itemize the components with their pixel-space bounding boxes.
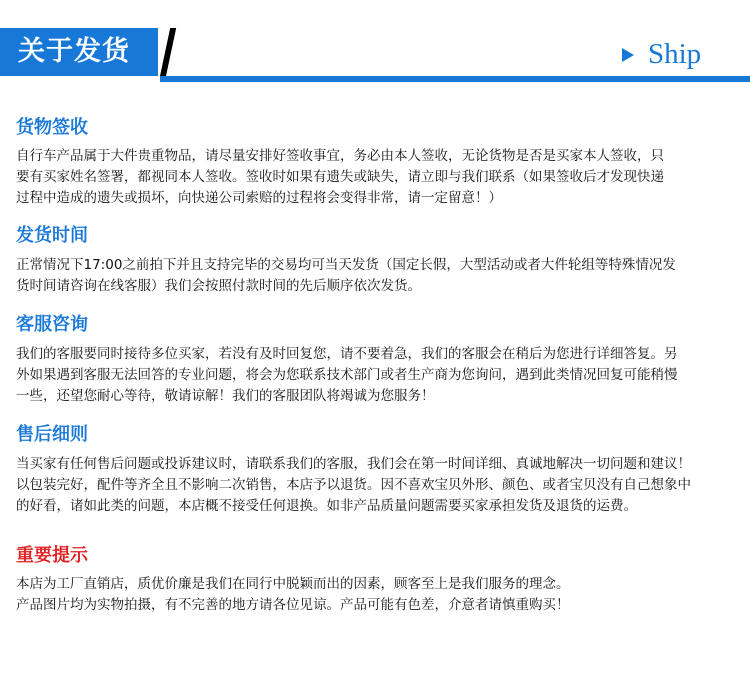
paragraph-line: 要有买家姓名签署，都视同本人签收。签收时如果有遗失或缺失，请立即与我们联系（如果签收后才发现快递	[16, 169, 664, 185]
paragraph-line: 货时间请咨询在线客服）我们会按照付款时间的先后顺序依次发货。	[16, 278, 421, 294]
section-heading-receipt: 货物签收	[16, 117, 88, 138]
play-arrow-icon	[622, 48, 634, 62]
header-title: 关于发货	[18, 36, 130, 67]
paragraph-line: 的好看，诸如此类的问题，本店概不接受任何退换。如非产品质量问题需要买家承担发货及退货的运费。	[16, 498, 637, 514]
paragraph-line: 一些，还望您耐心等待，敬请谅解！我们的客服团队将竭诚为您服务！	[16, 388, 435, 404]
header-underline	[160, 76, 750, 82]
paragraph-line: 过程中造成的遗失或损坏，向快递公司索赔的过程将会变得非常，请一定留意！）	[16, 190, 502, 206]
section-body-receipt	[16, 146, 740, 209]
header-banner	[0, 28, 750, 84]
section-body-important-notice	[16, 574, 740, 616]
paragraph-line: 本店为工厂直销店，质优价廉是我们在同行中脱颖而出的因素，顾客至上是我们服务的理念。	[16, 576, 570, 592]
paragraph-line: 当买家有任何售后问题或投诉建议时，请联系我们的客服，我们会在第一时间详细、真诚地解决一切问题和建议！	[16, 456, 691, 472]
section-heading-after-sales: 售后细则	[16, 424, 88, 445]
paragraph-line: 我们的客服要同时接待多位买家，若没有及时回复您，请不要着急，我们的客服会在稍后为您进行详细答复。另	[16, 346, 678, 362]
section-heading-shipping-time: 发货时间	[16, 225, 88, 246]
header-divider-stripe	[160, 28, 176, 76]
section-body-after-sales	[16, 454, 740, 517]
section-body-shipping-time	[16, 255, 740, 297]
paragraph-line: 自行车产品属于大件贵重物品，请尽量安排好签收事宜，务必由本人签收，无论货物是否是买家本人签收，只	[16, 148, 664, 164]
paragraph-line: 正常情况下17:00之前拍下并且支持完毕的交易均可当天发货（国定长假，大型活动或者大件轮组等特殊情况发	[16, 257, 676, 273]
section-heading-customer-service: 客服咨询	[16, 314, 88, 335]
ship-label: Ship	[648, 38, 702, 70]
section-body-customer-service	[16, 344, 740, 407]
paragraph-line: 产品图片均为实物拍摄，有不完善的地方请各位见谅。产品可能有色差，介意者请慎重购买！	[16, 597, 570, 613]
section-heading-important-notice: 重要提示	[16, 545, 88, 566]
paragraph-line: 以包装完好，配件等齐全且不影响二次销售，本店予以退货。因不喜欢宝贝外形、颜色、或者宝贝没有自己想象中	[16, 477, 691, 493]
paragraph-line: 外如果遇到客服无法回答的专业问题，将会为您联系技术部门或者生产商为您询问，遇到此类情况回复可能稍慢	[16, 367, 678, 383]
header-title-block	[0, 28, 158, 76]
